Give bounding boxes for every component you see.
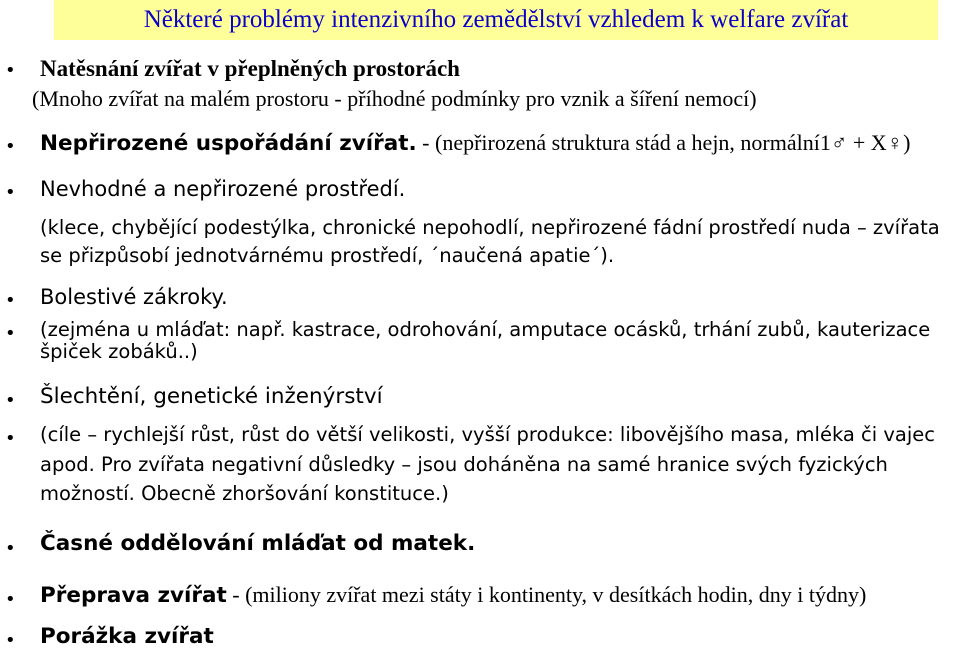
item-natesnani-detail: (Mnoho zvířat na malém prostoru - příhodné podmínky pro vznik a šíření nemocí) [32,86,757,111]
item-preprava [40,582,866,608]
bullet: • [5,630,16,651]
item-slechteni-detail-3: možností. Obecně zhoršování konstituce.) [40,482,449,505]
bullet: • [5,390,16,411]
item-slechteni-detail-2: apod. Pro zvířata negativní důsledky – jsou doháněna na samé hranice svých fyzických [40,453,888,476]
bullet: • [5,290,16,311]
bullet: • [5,538,16,559]
item-zakroky-detail-2: špiček zobáků..) [40,340,198,363]
item-prostredi-heading: Nevhodné a nepřirozené prostředí. [40,177,406,201]
item-natesnani-heading: Natěsnání zvířat v přeplněných prostorách [40,56,460,81]
item-slechteni-detail-1: (cíle – rychlejší růst, růst do větší velikosti, vyšší produkce: libovějšího masa, mléka či vajec [40,423,936,446]
bullet: • [5,136,16,157]
bullet: • [5,182,16,203]
item-usporadani [40,130,910,156]
bullet: • [5,589,16,610]
item-prostredi-detail-2: se přizpůsobí jednotvárnému prostředí, ´naučená apatie´). [40,244,615,267]
item-usporadani-heading: Nepřirozené uspořádání zvířat. [40,131,417,156]
bullet: • [5,428,16,449]
bullet: • [5,323,16,344]
item-preprava-heading: Přeprava zvířat [40,583,227,608]
slide-title: Některé problémy intenzivního zemědělství vzhledem k welfare zvířat [54,0,938,40]
item-preprava-detail: - (miliony zvířat mezi státy i kontinenty, v desítkách hodin, dny i týdny) [226,582,867,607]
item-slechteni-heading: Šlechtění, genetické inženýrství [40,384,383,409]
item-usporadani-detail: - (nepřirozená struktura stád a hejn, normální1♂ + X♀) [416,130,911,155]
item-prostredi-detail-1: (klece, chybějící podestýlka, chronické nepohodlí, nepřirozené fádní prostředí nuda – zvířata [40,216,940,239]
item-zakroky-heading: Bolestivé zákroky. [40,285,228,309]
item-oddelovani-heading: Časné oddělování mláďat od matek. [40,531,476,556]
bullet: • [5,60,16,81]
item-zakroky-detail-1: (zejména u mláďat: např. kastrace, odrohování, amputace ocásků, trhání zubů, kauterizace [40,318,931,341]
item-porazka-heading: Porážka zvířat [40,624,214,649]
